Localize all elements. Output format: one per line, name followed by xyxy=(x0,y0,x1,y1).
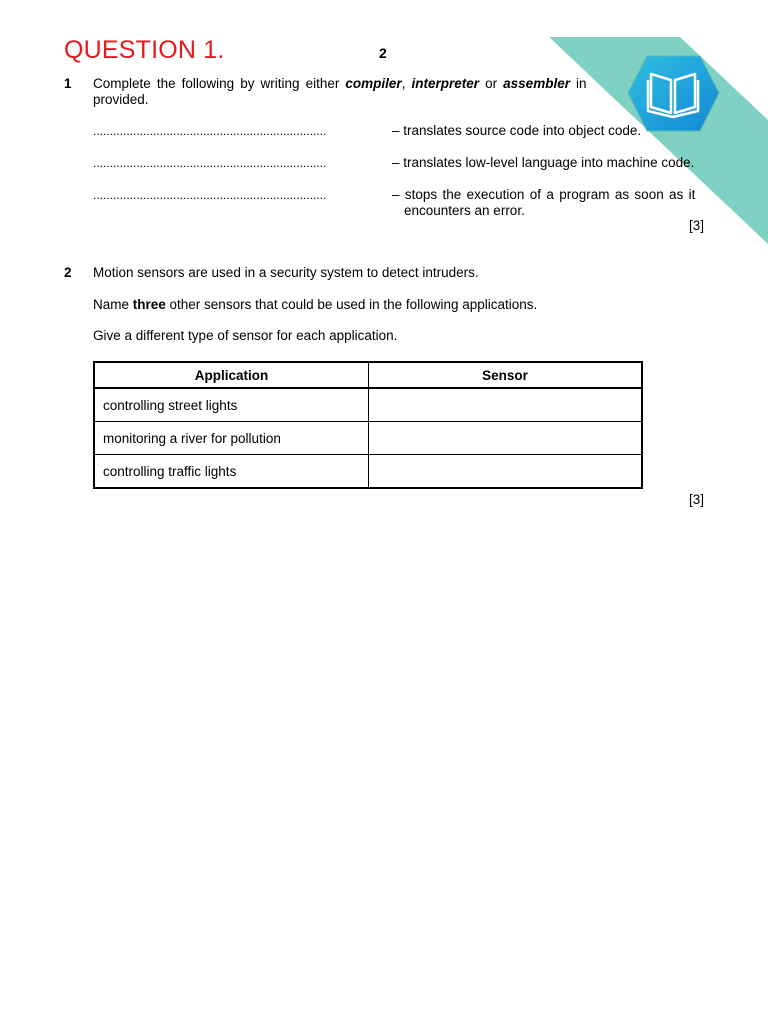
question-2-number: 2 xyxy=(64,265,72,280)
page-number: 2 xyxy=(379,45,387,61)
sensor-table xyxy=(93,361,643,489)
application-cell: controlling traffic lights xyxy=(94,455,369,489)
application-cell: monitoring a river for pollution xyxy=(94,422,369,455)
definition-2: – translates low-level language into machine code. xyxy=(392,155,695,170)
application-cell: controlling street lights xyxy=(94,388,369,422)
intro-text-end: in xyxy=(569,76,587,91)
header-sensor: Sensor xyxy=(369,362,643,388)
term-compiler: compiler xyxy=(345,76,402,91)
sensor-answer-cell[interactable] xyxy=(369,388,643,422)
definition-3: – stops the execution of a program as soon as it xyxy=(392,187,696,202)
question-2-line-1: Motion sensors are used in a security system to detect intruders. xyxy=(93,265,479,280)
term-assembler: assembler xyxy=(503,76,570,91)
line-2-end: other sensors that could be used in the following applications. xyxy=(165,297,538,312)
table-row xyxy=(94,388,642,422)
separator: or xyxy=(479,76,504,91)
sensor-answer-cell[interactable] xyxy=(369,455,643,489)
open-book-icon xyxy=(628,56,719,131)
answer-line-3[interactable]: ...................................................................... xyxy=(93,188,327,202)
page-title: QUESTION 1. xyxy=(64,36,225,64)
definition-1: – translates source code into object code. xyxy=(392,123,642,138)
header-application: Application xyxy=(94,362,369,388)
term-interpreter: interpreter xyxy=(411,76,480,91)
definition-3-cont: encounters an error. xyxy=(404,203,525,218)
marks-q2: [3] xyxy=(688,492,704,507)
line-2-start: Name xyxy=(93,297,133,312)
separator: , xyxy=(401,76,412,91)
answer-line-1[interactable]: ...................................................................... xyxy=(93,124,327,138)
table-row xyxy=(94,455,642,489)
marks-q1: [3] xyxy=(688,218,704,233)
sensor-answer-cell[interactable] xyxy=(369,422,643,455)
question-2-line-3: Give a different type of sensor for each application. xyxy=(93,328,398,343)
answer-line-2[interactable]: ...................................................................... xyxy=(93,156,327,170)
question-1-intro xyxy=(93,76,587,91)
table-header-row xyxy=(94,362,642,388)
question-2-line-2 xyxy=(93,297,537,312)
table-row xyxy=(94,422,642,455)
intro-text: Complete the following by writing either xyxy=(93,76,346,91)
emphasis-three: three xyxy=(132,297,166,312)
question-1-intro-cont: provided. xyxy=(93,92,149,107)
question-1-number: 1 xyxy=(64,76,72,91)
